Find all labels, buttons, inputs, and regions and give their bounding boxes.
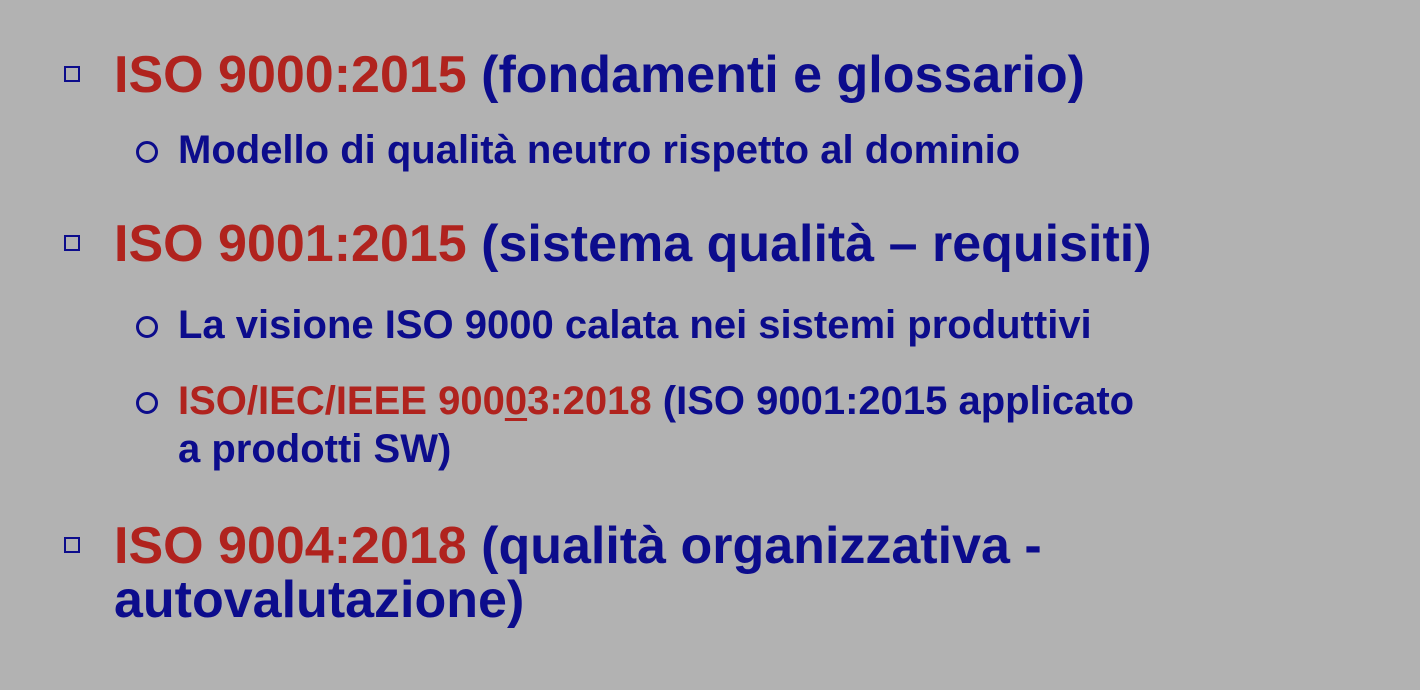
sub-item-iso-9000-vision (136, 301, 1092, 349)
standard-code: ISO 9004:2018 (114, 517, 467, 575)
sub-item-text: La visione ISO 9000 calata nei sistemi produttivi (178, 303, 1092, 347)
sub-item-iso-9000-model (136, 126, 1020, 174)
circle-bullet-icon (136, 392, 158, 414)
standard-code: ISO 9001:2015 (114, 215, 467, 273)
circle-bullet-icon (136, 316, 158, 338)
standard-code: ISO/IEC/IEEE 90003:2018 (178, 379, 652, 423)
bullet-item-text (114, 217, 1152, 271)
sub-item-text (178, 377, 1134, 473)
standard-description: (fondamenti e glossario) (466, 46, 1085, 104)
square-bullet-icon (64, 537, 80, 553)
bullet-item-text (114, 48, 1085, 102)
bullet-item-text (114, 519, 1042, 627)
standard-description: (qualità organizzativa - (466, 517, 1042, 575)
sub-item-iso-90003 (136, 377, 1134, 473)
bullet-item-iso-9004 (64, 519, 1042, 627)
standard-description: (ISO 9001:2015 applicato (651, 379, 1135, 423)
standard-description: (sistema qualità – requisiti) (466, 215, 1152, 273)
standard-description-line-2: autovalutazione) (114, 571, 525, 629)
square-bullet-icon (64, 66, 80, 82)
standard-description-line-2: a prodotti SW) (178, 427, 452, 471)
circle-bullet-icon (136, 141, 158, 163)
square-bullet-icon (64, 235, 80, 251)
sub-item-text: Modello di qualità neutro rispetto al dominio (178, 128, 1021, 172)
underlined-digit: 0 (504, 379, 528, 423)
standard-code: ISO 9000:2015 (114, 46, 467, 104)
bullet-item-iso-9000 (64, 48, 1085, 102)
bullet-item-iso-9001 (64, 217, 1152, 271)
